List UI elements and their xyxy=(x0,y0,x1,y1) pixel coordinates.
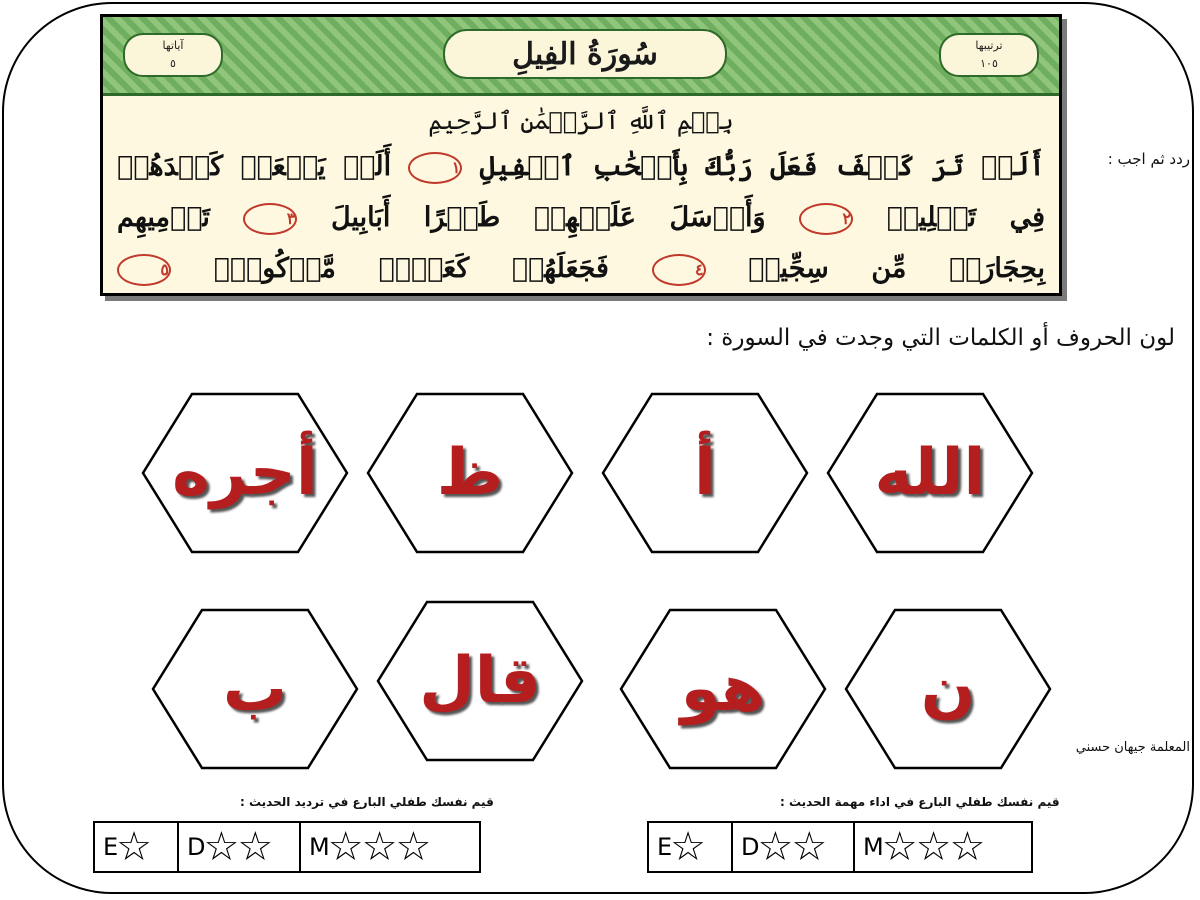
ayah-marker: ٥ xyxy=(117,254,171,286)
surah-text xyxy=(117,101,1045,287)
ayah-marker: ٣ xyxy=(243,203,297,235)
rating-cell[interactable] xyxy=(179,823,301,871)
order-value: ١٠٥ xyxy=(980,57,998,70)
word-hexagon[interactable] xyxy=(375,600,585,762)
teacher-name: المعلمة جيهان حسني xyxy=(1075,740,1190,755)
surah-header xyxy=(103,17,1059,96)
rating-cell[interactable] xyxy=(95,823,179,871)
word-hexagon[interactable] xyxy=(843,608,1053,770)
star-icon[interactable]: ☆ xyxy=(327,824,364,870)
verse-line: أَلَمۡ تَرَ كَيۡفَ فَعَلَ رَبُّكَ بِأَصۡحَٰبِ ٱلۡفِيلِ ١ أَلَمۡ يَجۡعَلۡ كَيۡدَهُمۡ xyxy=(117,151,1046,182)
hexagon-word: ب xyxy=(222,652,288,726)
ayah-marker: ٤ xyxy=(652,254,706,286)
star-icon[interactable]: ☆ xyxy=(395,824,432,870)
word-hexagon[interactable] xyxy=(365,392,575,554)
rating-letter: D xyxy=(741,833,760,861)
rating-label-repeat: قيم نفسك طفلي البارع في ترديد الحديث : xyxy=(240,795,494,809)
star-icon[interactable]: ☆ xyxy=(791,824,828,870)
rating-cell[interactable] xyxy=(855,823,1031,871)
rating-table-repeat xyxy=(93,821,481,873)
rating-letter: E xyxy=(657,833,673,861)
verse-line: فِي تَضۡلِيلٖ ٢ وَأَرۡسَلَ عَلَيۡهِمۡ طَيۡرًا أَبَابِيلَ ٣ تَرۡمِيهِم xyxy=(117,202,1045,233)
star-icon[interactable]: ☆ xyxy=(949,824,986,870)
rating-letter: M xyxy=(309,833,330,861)
hexagon-word: هو xyxy=(680,652,766,726)
rating-cell[interactable] xyxy=(301,823,479,871)
ayah-marker: ١ xyxy=(408,152,462,184)
hexagon-word: أجره xyxy=(172,436,318,510)
verse-line: بِحِجَارَةٖ مِّن سِجِّيلٖ ٤ فَجَعَلَهُمۡ كَعَصۡفٖ مَّأۡكُولِۭ ٥ xyxy=(117,243,1045,294)
word-hexagon[interactable] xyxy=(618,608,828,770)
surah-order-box xyxy=(939,33,1039,77)
rating-cell[interactable] xyxy=(733,823,855,871)
star-icon[interactable]: ☆ xyxy=(361,824,398,870)
star-icon[interactable]: ☆ xyxy=(881,824,918,870)
surah-panel xyxy=(100,14,1062,296)
verses-label: آياتها xyxy=(162,39,184,52)
rating-letter: D xyxy=(187,833,206,861)
word-hexagon[interactable] xyxy=(150,608,360,770)
order-label: ترتيبها xyxy=(975,39,1003,52)
hexagon-word: ظ xyxy=(436,436,504,510)
star-icon[interactable]: ☆ xyxy=(203,824,240,870)
hexagon-word: الله xyxy=(874,436,986,510)
ayah-marker: ٢ xyxy=(799,203,853,235)
word-hexagon[interactable] xyxy=(600,392,810,554)
word-hexagon[interactable] xyxy=(140,392,350,554)
rating-letter: E xyxy=(103,833,119,861)
verses-count-box xyxy=(123,33,223,77)
hexagon-word: ن xyxy=(920,652,976,726)
hexagon-word: قال xyxy=(419,644,541,718)
basmala: بِسۡمِ ٱللَّهِ ٱلرَّحۡمَٰنِ ٱلرَّحِيمِ xyxy=(428,107,734,135)
coloring-instruction: لون الحروف أو الكلمات التي وجدت في السورة : xyxy=(706,325,1175,351)
star-icon[interactable]: ☆ xyxy=(757,824,794,870)
hexagon-word: أ xyxy=(694,436,716,510)
star-icon[interactable]: ☆ xyxy=(915,824,952,870)
star-icon[interactable]: ☆ xyxy=(116,824,153,870)
star-icon[interactable]: ☆ xyxy=(670,824,707,870)
star-icon[interactable]: ☆ xyxy=(237,824,274,870)
word-hexagon[interactable] xyxy=(825,392,1035,554)
surah-title: سُورَةُ الفِيلِ xyxy=(443,29,727,79)
repeat-instruction: ردد ثم اجب : xyxy=(1107,150,1190,168)
rating-label-task: قيم نفسك طفلي البارع في اداء مهمة الحديث : xyxy=(780,795,1060,809)
rating-letter: M xyxy=(863,833,884,861)
rating-cell[interactable] xyxy=(649,823,733,871)
rating-table-task xyxy=(647,821,1033,873)
verses-value: ٥ xyxy=(170,57,176,70)
